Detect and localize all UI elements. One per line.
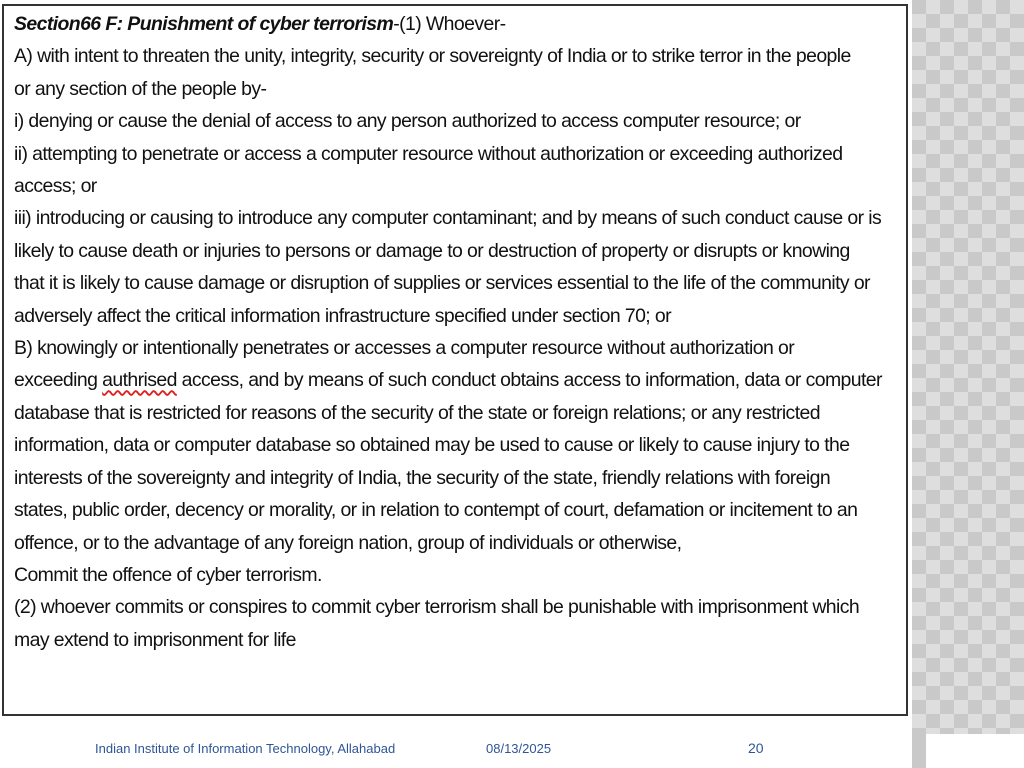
pattern-edge [912,734,926,768]
misspelled-word: authrised [102,369,177,392]
text-line: A) with intent to threaten the unity, integrity, security or sovereignty of India or to strike terror in the people [14,45,851,68]
text-line: information, data or computer database so obtained may be used to cause or likely to cause injury to the [14,434,850,457]
text-fragment: access, and by means of such conduct obtains access to information, data or computer [181,369,882,392]
text-line: Commit the offence of cyber terrorism. [14,563,322,586]
text-line: interests of the sovereignty and integrity of India, the security of the state, friendly relations with foreign [14,466,831,489]
text-line: iii) introducing or causing to introduce any computer contaminant; and by means of such conduct cause or is [14,207,882,230]
text-line: access; or [14,175,97,198]
section-title-rest: -(1) Whoever- [393,13,506,35]
text-line: B) knowingly or intentionally penetrates or accesses a computer resource without authorization or [14,337,795,360]
text-line: adversely affect the critical information infrastructure specified under section 70; or [14,304,672,327]
text-line: (2) whoever commits or conspires to commit cyber terrorism shall be punishable with imprisonment which [14,596,860,619]
document-text-box [2,4,908,716]
text-line: database that is restricted for reasons of the security of the state or foreign relations; or any restricted [14,401,820,424]
text-line: or any section of the people by- [14,77,267,100]
text-line: offence, or to the advantage of any foreign nation, group of individuals or otherwise, [14,531,682,554]
text-line: ii) attempting to penetrate or access a computer resource without authorization or exceeding authorized [14,142,843,165]
text-line: that it is likely to cause damage or disruption of supplies or services essential to the life of the community or [14,272,870,295]
section-title: Section66 F: Punishment of cyber terrorism [14,13,394,35]
text-fragment: exceeding [14,369,103,392]
footer-date: 08/13/2025 [486,741,552,756]
text-line: i) denying or cause the denial of access to any person authorized to access computer resource; or [14,110,801,133]
section-heading [14,8,902,40]
text-line: states, public order, decency or morality, or in relation to contempt of court, defamation or incitement to an [14,499,858,522]
pattern-gap [912,734,1024,768]
text-line: may extend to imprisonment for life [14,628,296,651]
slide-number: 20 [748,740,764,756]
text-line: likely to cause death or injuries to persons or damage to or destruction of property or disrupts or knowing [14,239,850,262]
footer-organization: Indian Institute of Information Technology, Allahabad [95,741,396,756]
decorative-pattern-strip [912,0,1024,734]
document-body [14,8,904,656]
text-line [14,364,902,396]
